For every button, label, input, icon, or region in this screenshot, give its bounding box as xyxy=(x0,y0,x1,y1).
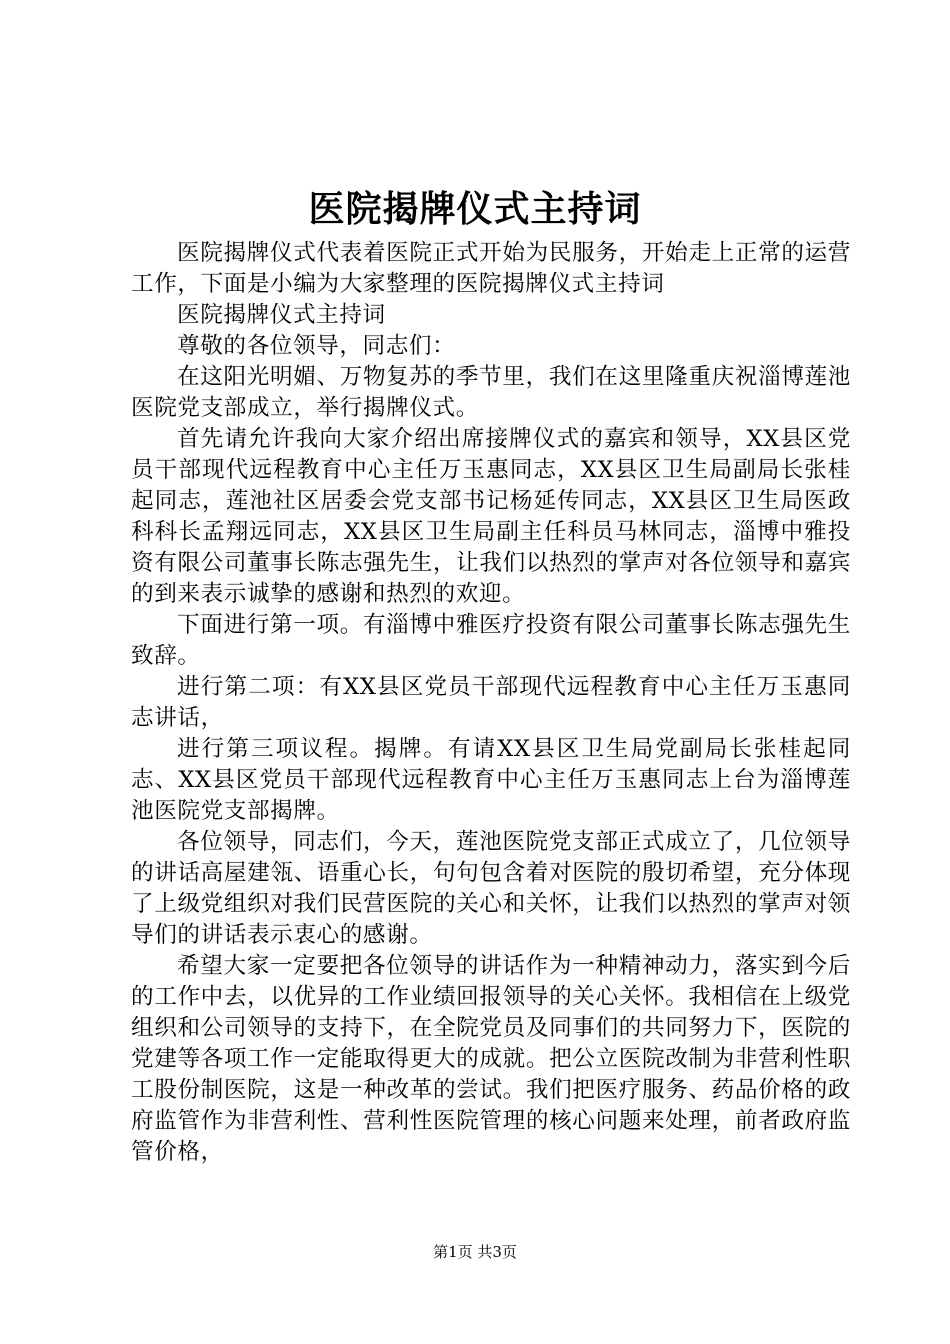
paragraph-thanks: 各位领导，同志们，今天，莲池医院党支部正式成立了，几位领导的讲话高屋建瓴、语重心长，句句包含着对医院的殷切希望，充分体现了上级党组织对我们民营医院的关心和关怀，让我们以热烈的掌声对领导们的讲话表示衷心的感谢。 xyxy=(131,829,851,948)
paragraph-item-one: 下面进行第一项。有淄博中雅医疗投资有限公司董事长陈志强先生致辞。 xyxy=(131,612,851,669)
paragraph-hope: 希望大家一定要把各位领导的讲话作为一种精神动力，落实到今后的工作中去，以优异的工作业绩回报领导的关心关怀。我相信在上级党组织和公司领导的支持下，在全院党员及同事们的共同努力下，医院的党建等各项工作一定能取得更大的成就。把公立医院改制为非营利性职工股份制医院，这是一种改革的尝试。我们把医疗服务、药品价格的政府监管作为非营利性、营利性医院管理的核心问题来处理，前者政府监管价格， xyxy=(131,953,851,1165)
document-title: 医院揭牌仪式主持词 xyxy=(308,188,642,230)
paragraph-opening: 在这阳光明媚、万物复苏的季节里，我们在这里隆重庆祝淄博莲池医院党支部成立，举行揭牌仪式。 xyxy=(131,364,851,421)
document-body xyxy=(131,238,851,1168)
page-footer: 第1页 共3页 xyxy=(433,1243,517,1261)
paragraph-salutation: 尊敬的各位领导，同志们： xyxy=(177,333,456,359)
paragraph-item-three: 进行第三项议程。揭牌。有请XX县区卫生局党副局长张桂起同志、XX县区党员干部现代远程教育中心主任万玉惠同志上台为淄博莲池医院党支部揭牌。 xyxy=(131,736,851,824)
paragraph-subtitle: 医院揭牌仪式主持词 xyxy=(177,302,386,328)
paragraph-item-two: 进行第二项：有XX县区党员干部现代远程教育中心主任万玉惠同志讲话， xyxy=(131,674,851,731)
paragraph-intro: 医院揭牌仪式代表着医院正式开始为民服务，开始走上正常的运营工作，下面是小编为大家整理的医院揭牌仪式主持词 xyxy=(131,240,851,297)
paragraph-guests: 首先请允许我向大家介绍出席接牌仪式的嘉宾和领导，XX县区党员干部现代远程教育中心主任万玉惠同志，XX县区卫生局副局长张桂起同志，莲池社区居委会党支部书记杨延传同志，XX县区卫生局医政科科长孟翔远同志，XX县区卫生局副主任科员马林同志，淄博中雅投资有限公司董事长陈志强先生，让我们以热烈的掌声对各位领导和嘉宾的到来表示诚挚的感谢和热烈的欢迎。 xyxy=(131,426,851,607)
